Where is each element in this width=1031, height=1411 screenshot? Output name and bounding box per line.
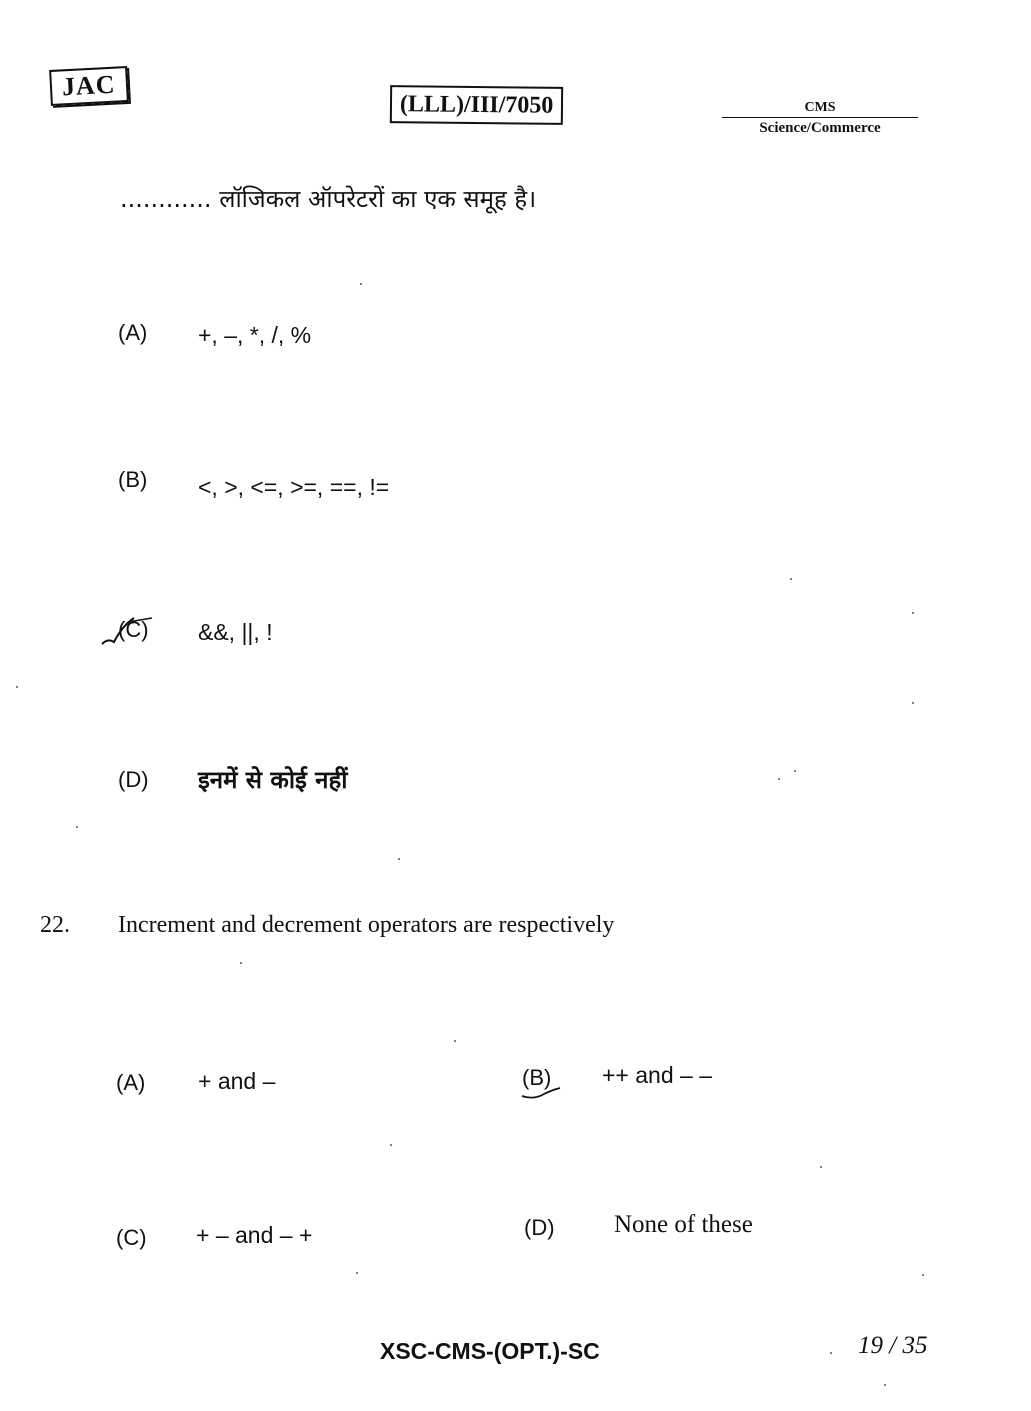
board-label: JAC bbox=[49, 66, 128, 106]
subject-code: CMS bbox=[722, 100, 918, 118]
q21-option-c-text: &&, ||, ! bbox=[198, 619, 273, 645]
underline-mark-icon bbox=[520, 1086, 564, 1102]
q21-option-d-text: इनमें से कोई नहीं bbox=[198, 766, 348, 794]
scan-speck bbox=[76, 826, 78, 828]
q22-option-d-label: (D) bbox=[524, 1215, 555, 1240]
scan-speck bbox=[356, 1272, 358, 1274]
question-21-text bbox=[120, 182, 536, 215]
q22-option-b-label: (B) bbox=[522, 1065, 552, 1090]
page-number: 19 / 35 bbox=[858, 1332, 928, 1359]
scan-speck bbox=[820, 1166, 822, 1168]
q22-option-a-label: (A) bbox=[116, 1070, 146, 1095]
scan-speck bbox=[884, 1384, 886, 1386]
scan-speck bbox=[912, 612, 914, 614]
blank-line: ............ bbox=[120, 185, 212, 213]
scan-speck bbox=[390, 1144, 392, 1146]
q22-option-c-text: + – and – + bbox=[196, 1222, 313, 1248]
scan-speck bbox=[398, 858, 400, 860]
question-21-statement: लॉजिकल ऑपरेटरों का एक समूह है। bbox=[219, 185, 537, 213]
q22-option-a-text: + and – bbox=[198, 1068, 276, 1094]
scan-speck bbox=[790, 578, 792, 580]
q21-option-b-text: <, >, <=, >=, ==, != bbox=[198, 474, 390, 500]
q21-option-a-label: (A) bbox=[118, 320, 148, 345]
scan-speck bbox=[454, 1040, 456, 1042]
scan-speck bbox=[794, 770, 796, 772]
question-22-number: 22. bbox=[40, 912, 70, 938]
question-22-text: Increment and decrement operators are respectively bbox=[118, 912, 615, 938]
scan-speck bbox=[922, 1274, 924, 1276]
q21-option-d-label: (D) bbox=[118, 767, 149, 792]
scan-speck bbox=[912, 702, 914, 704]
scan-speck bbox=[240, 962, 242, 964]
tick-mark-icon bbox=[100, 612, 160, 652]
q22-option-d-text: None of these bbox=[614, 1211, 753, 1238]
q22-option-b-text: ++ and – – bbox=[602, 1062, 712, 1088]
scan-speck bbox=[360, 283, 362, 285]
scan-speck bbox=[16, 686, 18, 688]
scan-speck bbox=[778, 778, 780, 780]
q21-option-c-label: (C) bbox=[118, 617, 149, 642]
footer-code: XSC-CMS-(OPT.)-SC bbox=[380, 1338, 600, 1364]
subject-block bbox=[722, 100, 918, 137]
paper-code: (LLL)/III/7050 bbox=[390, 85, 564, 125]
q21-option-a-text: +, –, *, /, % bbox=[198, 322, 312, 348]
scan-speck bbox=[830, 1352, 832, 1354]
q21-option-b-label: (B) bbox=[118, 467, 148, 492]
q22-option-c-label: (C) bbox=[116, 1225, 147, 1250]
stream-label: Science/Commerce bbox=[759, 120, 881, 136]
